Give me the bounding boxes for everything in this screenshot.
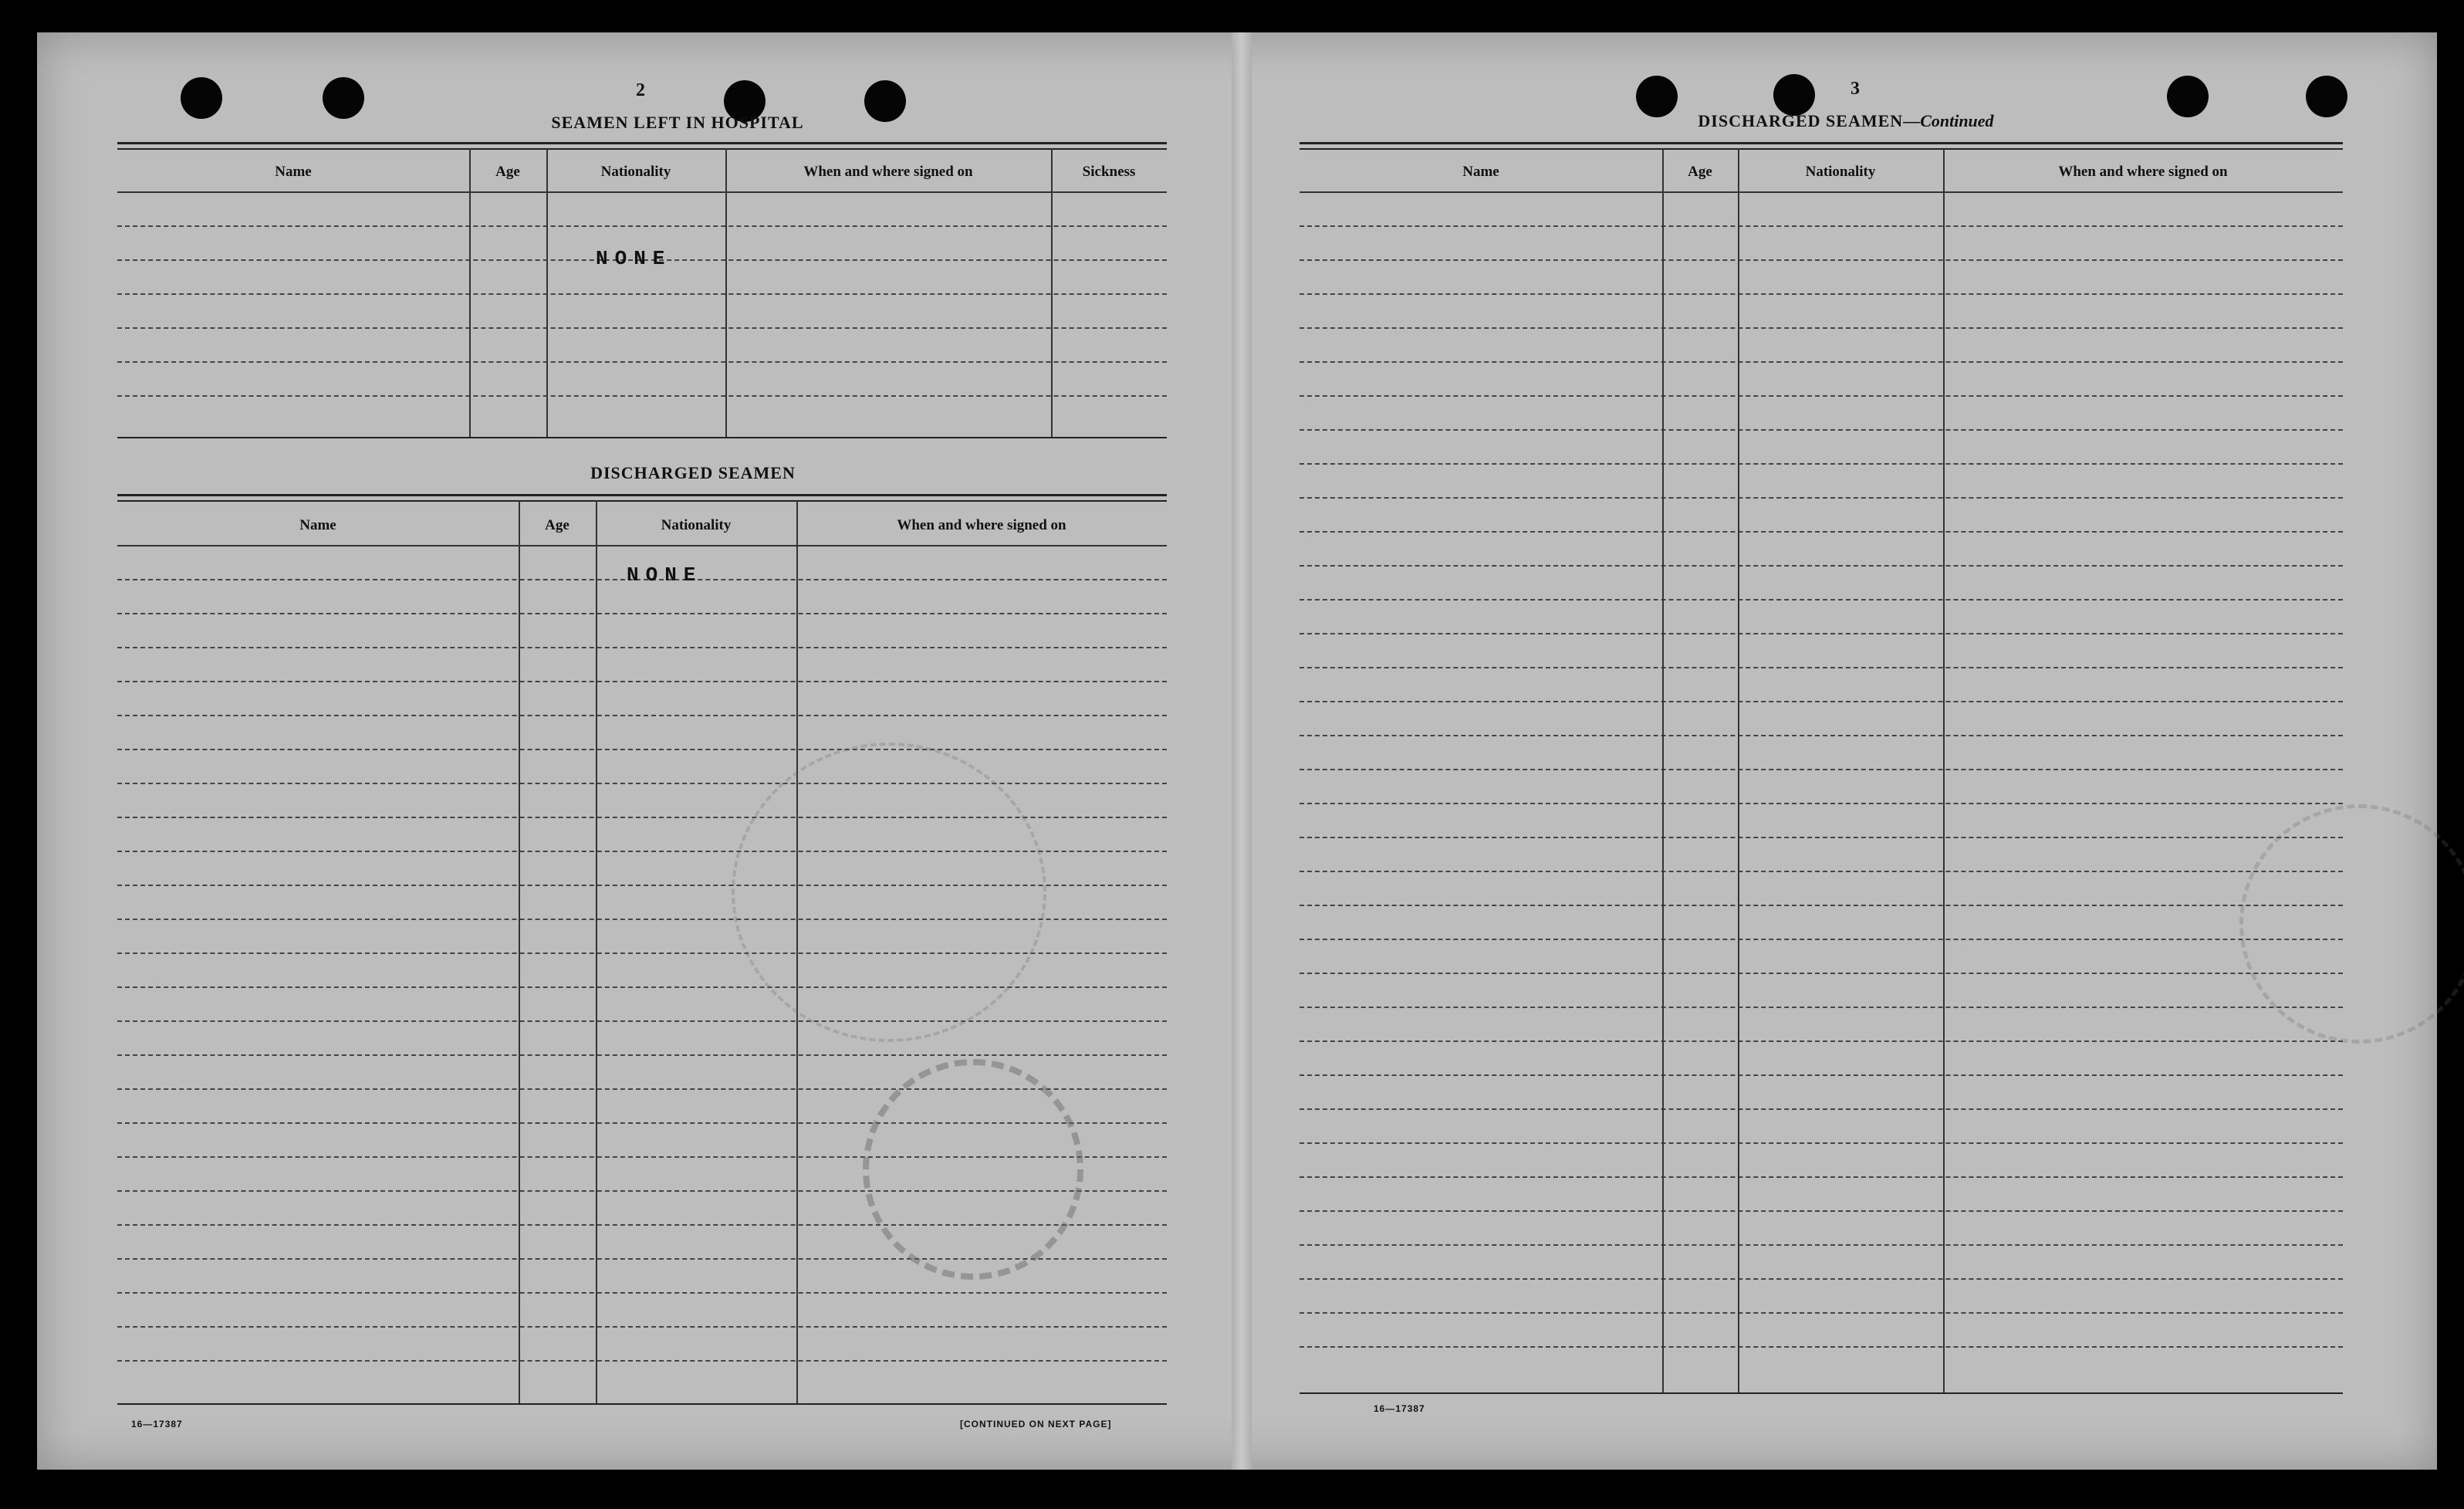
page-number: 2: [636, 80, 645, 100]
discharged-continued-title: [1614, 111, 2077, 131]
discharged-table-right: [1300, 142, 2343, 1408]
column-header-sickness: Sickness: [1082, 164, 1136, 180]
punch-hole: [2167, 76, 2209, 117]
faint-seal: [2239, 804, 2464, 1044]
right-page: [1252, 32, 2437, 1470]
column-header-nationality: Nationality: [1805, 164, 1876, 180]
discharged-section-title: DISCHARGED SEAMEN: [590, 463, 796, 482]
column-header-name: Name: [275, 164, 312, 180]
form-code: 16—17387: [131, 1419, 183, 1429]
faint-seal: [732, 743, 1046, 1042]
hospital-none-entry: NONE: [596, 247, 672, 270]
postmark-stamp: [863, 1059, 1083, 1280]
form-code: 16—17387: [1374, 1403, 1425, 1414]
punch-hole: [1773, 74, 1815, 116]
column-header-name: Name: [299, 517, 336, 533]
column-header-name: Name: [1462, 164, 1499, 180]
column-header-age: Age: [545, 517, 570, 533]
page-fold: [1232, 32, 1252, 1470]
punch-hole: [181, 77, 222, 119]
column-header-age: Age: [495, 164, 520, 180]
punch-hole: [323, 77, 364, 119]
punch-hole: [2306, 76, 2347, 117]
continued-note: [CONTINUED ON NEXT PAGE]: [960, 1419, 1112, 1429]
column-header-nationality: Nationality: [600, 164, 671, 180]
column-header-signed-on: When and where signed on: [2058, 164, 2228, 180]
column-header-age: Age: [1688, 164, 1712, 180]
hospital-table: [117, 142, 1167, 443]
column-header-signed-on: When and where signed on: [897, 517, 1066, 533]
discharged-title-suffix: —Continued: [1903, 111, 1994, 130]
discharged-title-main: DISCHARGED SEAMEN: [1698, 111, 1904, 130]
discharged-none-entry: NONE: [627, 563, 703, 587]
document-sheet: [37, 32, 2437, 1470]
column-header-signed-on: When and where signed on: [803, 164, 973, 180]
hospital-section-title: SEAMEN LEFT IN HOSPITAL: [551, 113, 804, 132]
column-header-nationality: Nationality: [661, 517, 732, 533]
left-page: [37, 32, 1232, 1470]
page-number: 3: [1851, 79, 1860, 99]
